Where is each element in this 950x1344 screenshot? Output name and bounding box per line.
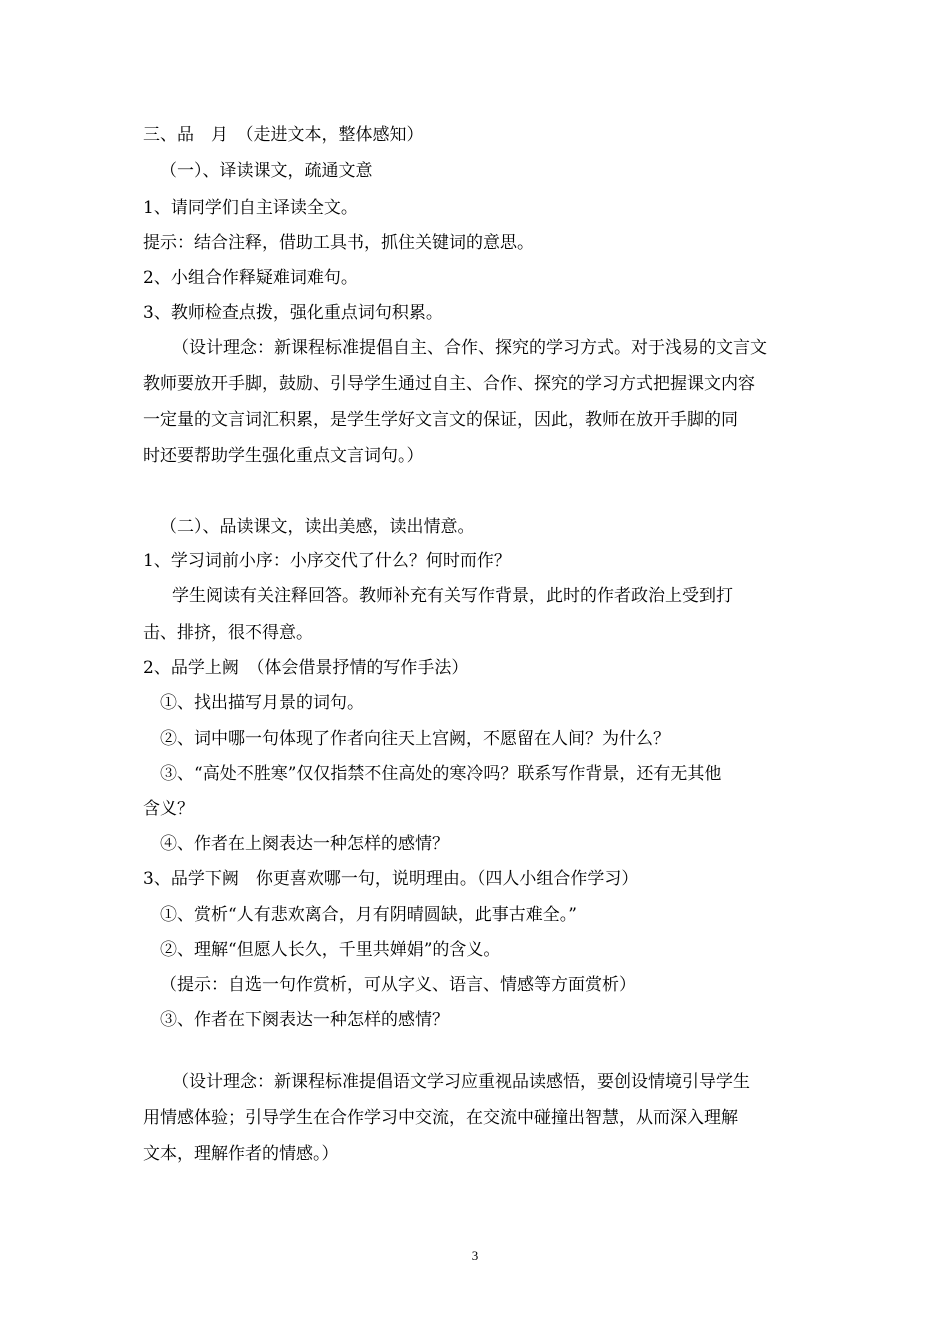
subsection-heading-1: （一）、译读课文，疏通文意 [160, 161, 373, 181]
list-item: 2、小组合作释疑难词难句。 [143, 268, 358, 288]
design-note-line: 用情感体验；引导学生在合作学习中交流，在交流中碰撞出智慧，从而深入理解 [143, 1108, 738, 1128]
design-note-line: 时还要帮助学生强化重点文言词句。） [143, 446, 424, 466]
list-item: 2、品学上阙 （体会借景抒情的写作手法） [143, 658, 469, 678]
page-number: 3 [471, 1248, 479, 1263]
list-item: 1、请同学们自主译读全文。 [143, 198, 358, 218]
hint-text: （提示：自选一句作赏析，可从字义、语言、情感等方面赏析） [160, 975, 636, 995]
design-note-line: 文本，理解作者的情感。） [143, 1144, 339, 1164]
question-item: ④、作者在上阕表达一种怎样的感情？ [160, 834, 449, 854]
section-heading: 三、品 月 （走进文本，整体感知） [143, 125, 424, 145]
design-note-line: （设计理念：新课程标准提倡语文学习应重视品读感悟，要创设情境引导学生 [172, 1072, 750, 1092]
question-item: ③、作者在下阕表达一种怎样的感情？ [160, 1010, 449, 1030]
design-note-line: 教师要放开手脚，鼓励、引导学生通过自主、合作、探究的学习方式把握课文内容 [143, 374, 755, 394]
question-item: ②、词中哪一句体现了作者向往天上宫阙，不愿留在人间？为什么？ [160, 729, 670, 749]
question-item: ②、理解“但愿人长久，千里共婵娟”的含义。 [160, 940, 501, 960]
question-continuation: 含义？ [143, 799, 194, 819]
question-item: ①、赏析“人有悲欢离合，月有阴晴圆缺，此事古难全。” [160, 905, 577, 925]
list-item: 1、学习词前小序：小序交代了什么？何时而作？ [143, 551, 511, 571]
answer-line: 击、排挤，很不得意。 [143, 623, 313, 643]
question-item: ①、找出描写月景的词句。 [160, 693, 364, 713]
list-item: 3、品学下阙 你更喜欢哪一句，说明理由。（四人小组合作学习） [143, 869, 639, 889]
design-note-line: 一定量的文言词汇积累，是学生学好文言文的保证，因此，教师在放开手脚的同 [143, 410, 738, 430]
list-item: 3、教师检查点拨，强化重点词句积累。 [143, 303, 443, 323]
design-note-line: （设计理念：新课程标准提倡自主、合作、探究的学习方式。对于浅易的文言文 [172, 338, 767, 358]
hint-text: 提示：结合注释，借助工具书，抓住关键词的意思。 [143, 233, 534, 253]
subsection-heading-2: （二）、品读课文，读出美感，读出情意。 [160, 517, 475, 537]
question-item: ③、“高处不胜寒”仅仅指禁不住高处的寒冷吗？联系写作背景，还有无其他 [160, 764, 722, 784]
answer-line: 学生阅读有关注释回答。教师补充有关写作背景，此时的作者政治上受到打 [172, 586, 733, 606]
